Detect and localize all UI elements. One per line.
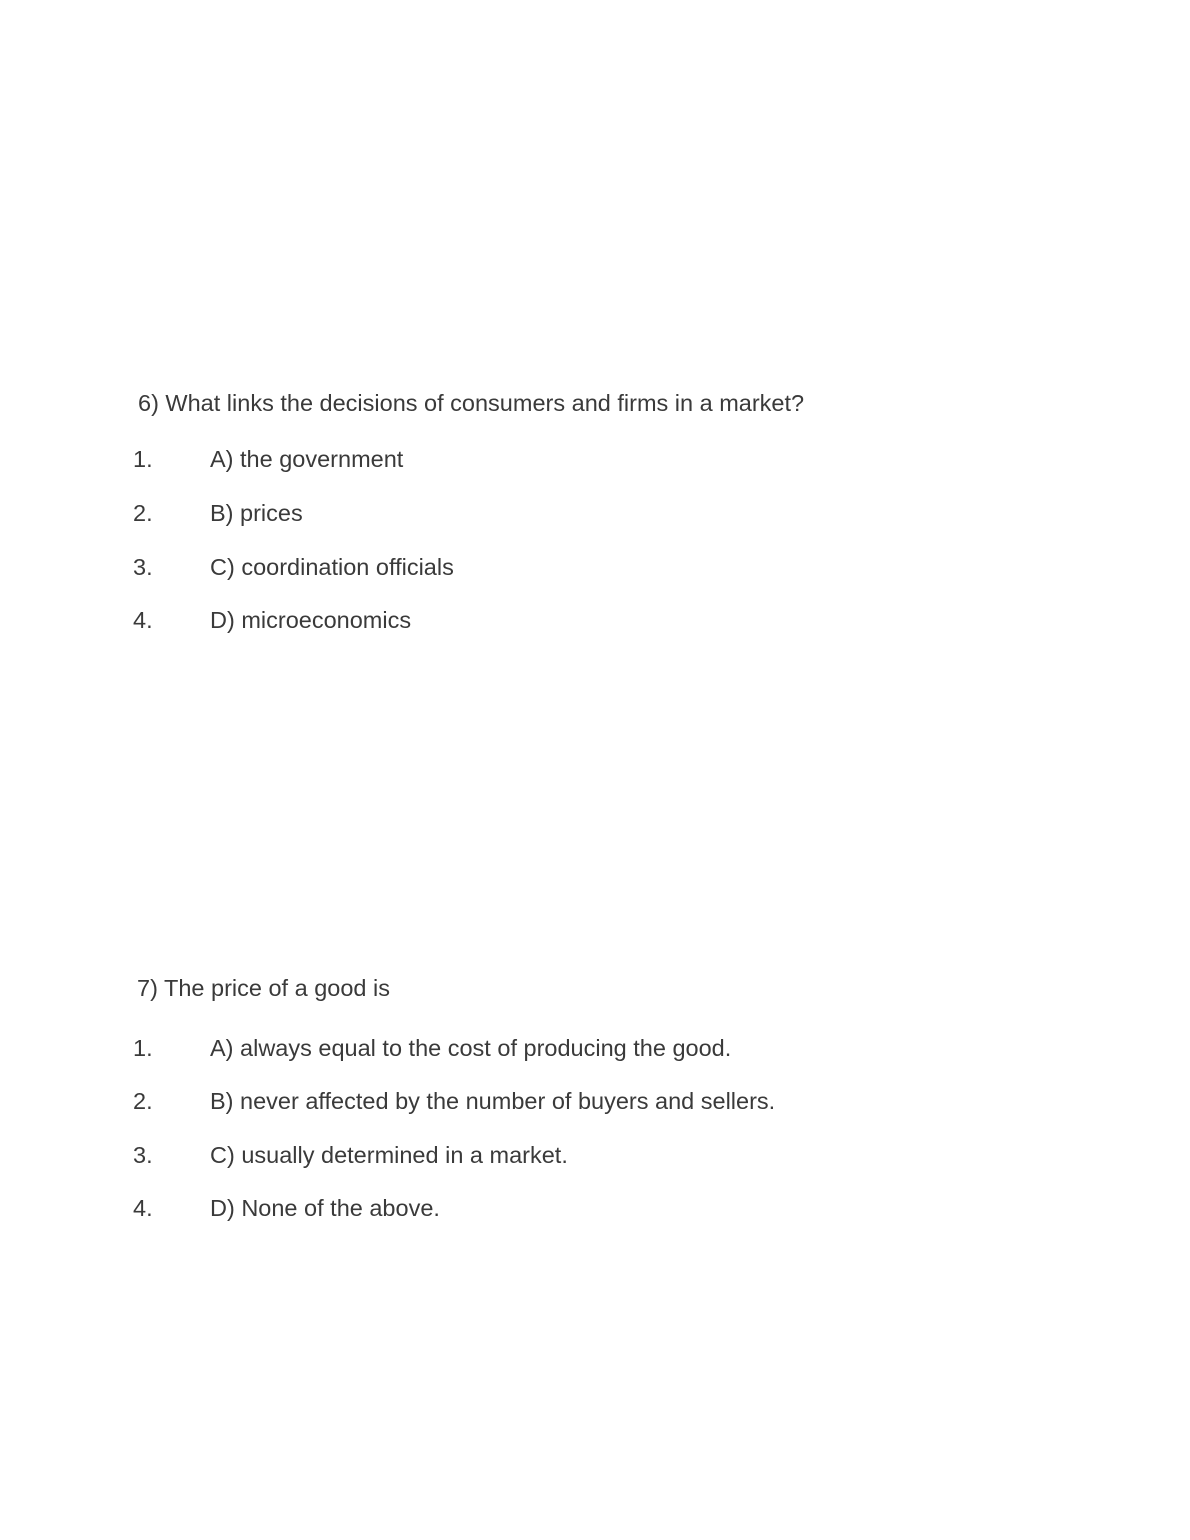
question-7-option-row [133, 1035, 731, 1062]
question-6-option-row [133, 554, 454, 581]
option-label: D) None of the above. [210, 1195, 440, 1221]
question-6-option-row [133, 500, 303, 527]
question-7-prompt: 7) The price of a good is [137, 975, 390, 1001]
question-6-option-row [133, 446, 403, 473]
question-7-option-row [133, 1142, 568, 1169]
option-number: 3. [133, 554, 153, 580]
option-number: 2. [133, 1088, 153, 1114]
option-number: 1. [133, 1035, 153, 1061]
question-6-prompt: 6) What links the decisions of consumers and firms in a market? [138, 390, 805, 416]
option-number: 3. [133, 1142, 153, 1168]
option-number: 2. [133, 500, 153, 526]
option-label: C) coordination officials [210, 554, 454, 580]
option-label: B) never affected by the number of buyers and sellers. [210, 1088, 776, 1114]
option-label: C) usually determined in a market. [210, 1142, 568, 1168]
option-label: A) the government [210, 446, 404, 472]
option-number: 1. [133, 446, 153, 472]
option-label: D) microeconomics [210, 607, 412, 633]
option-label: B) prices [210, 500, 303, 526]
question-7-option-row [133, 1195, 440, 1222]
option-number: 4. [133, 1195, 153, 1221]
option-label: A) always equal to the cost of producing the good. [210, 1035, 732, 1061]
option-number: 4. [133, 607, 153, 633]
question-6-option-row [133, 607, 411, 634]
question-7-option-row [133, 1088, 775, 1115]
